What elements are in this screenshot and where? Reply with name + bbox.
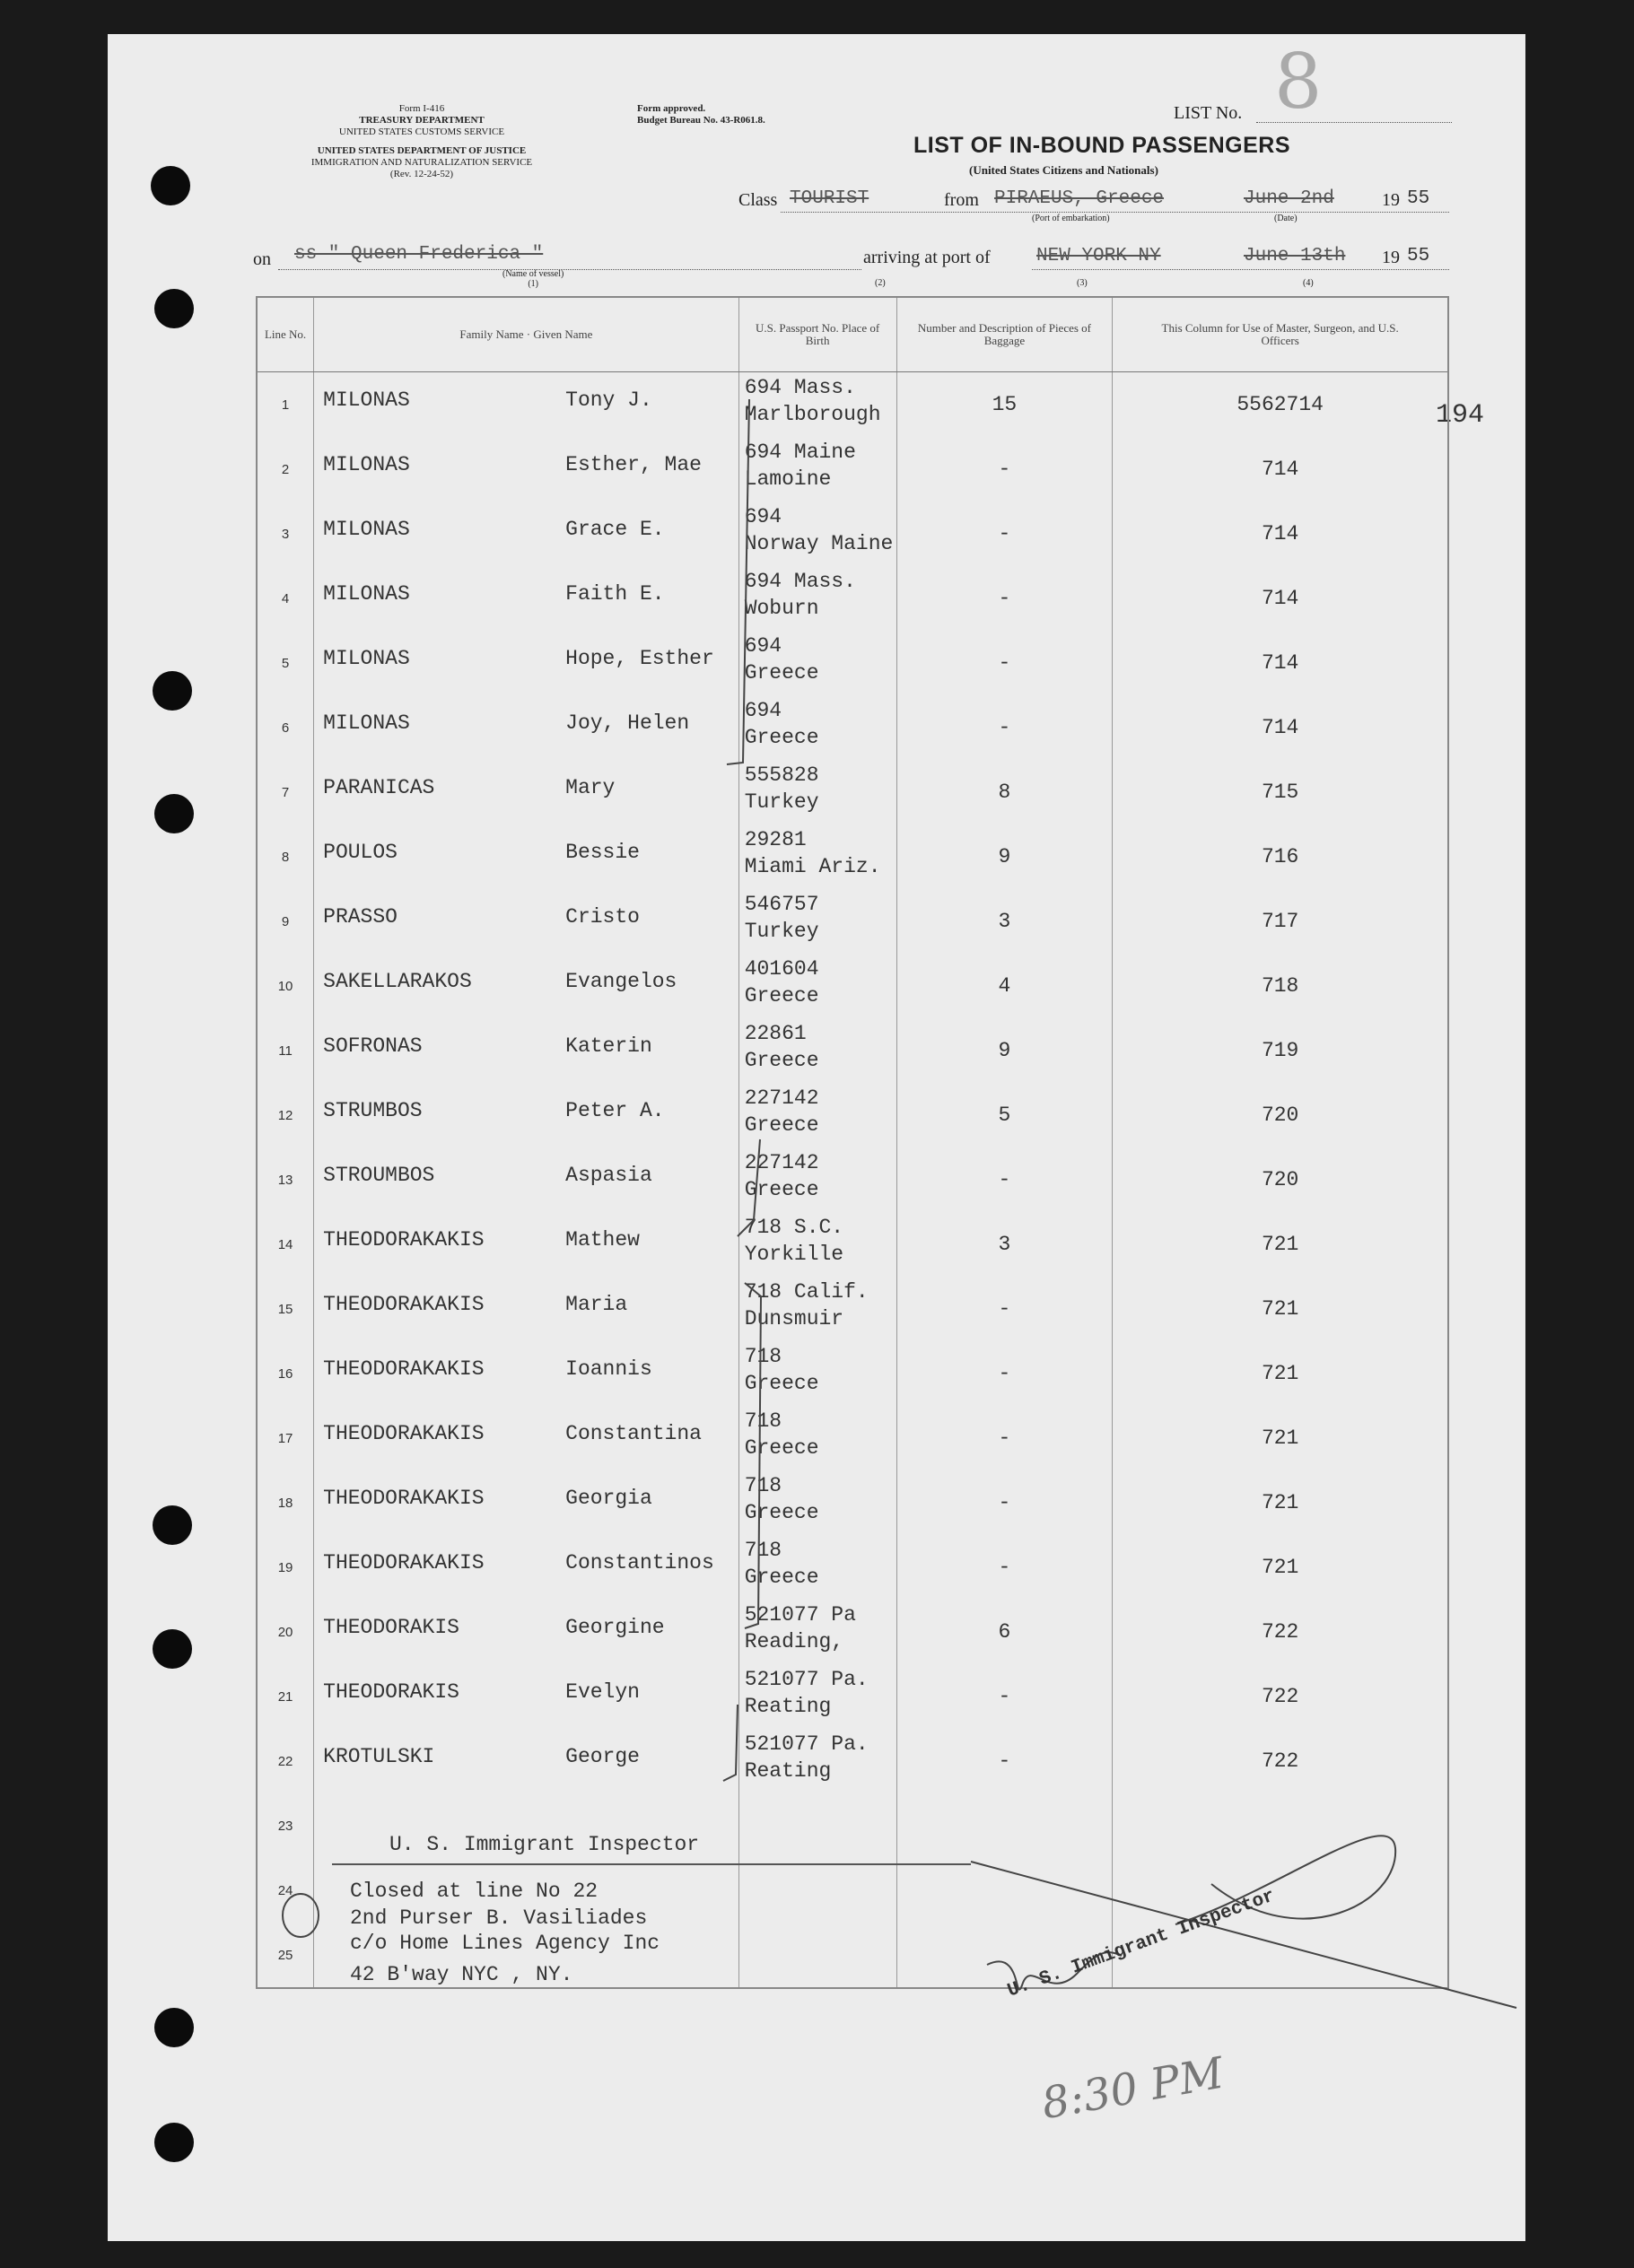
baggage-count: - [896, 566, 1113, 631]
vessel-caption: (Name of vessel) (1) [502, 269, 564, 289]
line-number: 22 [257, 1729, 314, 1793]
line-number: 25 [257, 1923, 314, 1988]
passport-number: 694 Maine [744, 441, 856, 464]
line-number: 9 [257, 889, 314, 954]
baggage-count: 3 [896, 1212, 1113, 1277]
baggage-count: - [896, 631, 1113, 695]
officer-number: 716 [1113, 824, 1448, 889]
closed-at-line: Closed at line No 22 [350, 1880, 599, 1903]
baggage-count: 9 [896, 824, 1113, 889]
given-name: Esther, Mae [565, 453, 702, 476]
given-name: Tony J. [565, 388, 652, 412]
class-value: TOURIST [790, 188, 869, 209]
officer-number: 720 [1113, 1147, 1448, 1212]
given-name: Bessie [565, 841, 640, 864]
place-of-birth: Marlborough [744, 403, 881, 426]
place-of-birth: Yorkille [744, 1243, 844, 1266]
baggage-count: 15 [896, 372, 1113, 438]
col-baggage: Number and Description of Pieces of Baggage [896, 297, 1113, 372]
line-number: 21 [257, 1664, 314, 1729]
line-number: 16 [257, 1341, 314, 1406]
year-prefix: 19 [1382, 190, 1400, 210]
officer-number: 719 [1113, 1018, 1448, 1083]
bracket-theodorakis [723, 1705, 738, 1781]
given-name: Mathew [565, 1228, 640, 1252]
embarkation-port: PIRAEUS, Greece [994, 188, 1165, 209]
arrival-year-prefix: 19 [1382, 248, 1400, 267]
officer-number: 721 [1113, 1277, 1448, 1341]
family-name: THEODORAKAKIS [323, 1228, 485, 1252]
place-of-birth: Greece [744, 1501, 819, 1524]
officer-number: 717 [1113, 889, 1448, 954]
baggage-count: - [896, 1147, 1113, 1212]
family-name: MILONAS [323, 711, 410, 735]
family-name: POULOS [323, 841, 398, 864]
place-of-birth: Greece [744, 1436, 819, 1460]
family-name: SOFRONAS [323, 1034, 423, 1058]
line-number: 12 [257, 1083, 314, 1147]
cap-3: (3) [1077, 278, 1088, 288]
line-number: 8 [257, 824, 314, 889]
col-line: Line No. [257, 297, 314, 372]
form-approval: Form approved. Budget Bureau No. 43-R061.8. [637, 103, 765, 126]
baggage-count: 6 [896, 1600, 1113, 1664]
line-number: 17 [257, 1406, 314, 1470]
family-name: PRASSO [323, 905, 398, 929]
passport-number: 521077 Pa [744, 1603, 856, 1627]
baggage-count: 5 [896, 1083, 1113, 1147]
passport-number: 694 [744, 699, 782, 722]
family-name: THEODORAKIS [323, 1680, 459, 1704]
place-of-birth: Greece [744, 1178, 819, 1201]
passport-number: 694 Mass. [744, 376, 856, 399]
baggage-count: - [896, 437, 1113, 502]
given-name: Faith E. [565, 582, 665, 606]
passport-number: 22861 [744, 1022, 807, 1045]
passport-number: 227142 [744, 1151, 819, 1174]
line-number: 13 [257, 1147, 314, 1212]
family-name: STRUMBOS [323, 1099, 423, 1122]
place-of-birth: Greece [744, 1049, 819, 1072]
purser-name: 2nd Purser B. Vasiliades [350, 1906, 648, 1930]
place-of-birth: Greece [744, 984, 819, 1008]
arriving-label: arriving at port of [863, 248, 991, 267]
given-name: Aspasia [565, 1164, 652, 1187]
family-name: MILONAS [323, 388, 410, 412]
officer-number: 721 [1113, 1470, 1448, 1535]
place-of-birth: Lamoine [744, 467, 832, 491]
line-number: 14 [257, 1212, 314, 1277]
family-name: KROTULSKI [323, 1745, 435, 1768]
baggage-count: 8 [896, 760, 1113, 824]
baggage-count: - [896, 502, 1113, 566]
agency-address: 42 B'way NYC , NY. [350, 1963, 573, 1986]
place-of-birth: Greece [744, 1113, 819, 1137]
officer-number: 714 [1113, 566, 1448, 631]
passport-number: 694 [744, 634, 782, 658]
officer-number: 721 [1113, 1212, 1448, 1277]
place-of-birth: Greece [744, 726, 819, 749]
circle-23 [283, 1894, 319, 1937]
baggage-count: - [896, 1277, 1113, 1341]
baggage-count: 3 [896, 889, 1113, 954]
given-name: Georgia [565, 1487, 652, 1510]
line-number: 15 [257, 1277, 314, 1341]
given-name: Cristo [565, 905, 640, 929]
passport-number: 401604 [744, 957, 819, 981]
given-name: Mary [565, 776, 616, 799]
line-number: 3 [257, 502, 314, 566]
officer-number: 714 [1113, 695, 1448, 760]
family-name: STROUMBOS [323, 1164, 435, 1187]
place-of-birth: Greece [744, 1372, 819, 1395]
family-name: MILONAS [323, 647, 410, 670]
bracket-strumbos [738, 1139, 760, 1236]
passport-number: 718 [744, 1345, 782, 1368]
given-name: Peter A. [565, 1099, 665, 1122]
place-of-birth: Woburn [744, 597, 819, 620]
line-number: 11 [257, 1018, 314, 1083]
officer-number: 718 [1113, 954, 1448, 1018]
officer-number: 721 [1113, 1406, 1448, 1470]
passport-number: 718 Calif. [744, 1280, 869, 1304]
given-name: Constantinos [565, 1551, 714, 1575]
family-name: MILONAS [323, 582, 410, 606]
line-number: 6 [257, 695, 314, 760]
officer-number: 720 [1113, 1083, 1448, 1147]
side-number: 194 [1436, 400, 1485, 431]
officer-number: 721 [1113, 1341, 1448, 1406]
family-name: THEODORAKAKIS [323, 1487, 485, 1510]
agency-name: c/o Home Lines Agency Inc [350, 1932, 660, 1955]
list-number-label: LIST No. [1174, 103, 1243, 123]
time-note: 8:30 PM [1037, 2047, 1228, 2130]
given-name: Evelyn [565, 1680, 640, 1704]
cap-4: (4) [1303, 278, 1314, 288]
place-of-birth: Reating [744, 1759, 832, 1783]
family-name: THEODORAKIS [323, 1616, 459, 1639]
given-name: Grace E. [565, 518, 665, 541]
given-name: Constantina [565, 1422, 702, 1445]
baggage-count: - [896, 1535, 1113, 1600]
passport-number: 718 S.C. [744, 1216, 844, 1239]
line-number: 23 [257, 1793, 314, 1858]
officer-number: 722 [1113, 1664, 1448, 1729]
baggage-count: 9 [896, 1018, 1113, 1083]
passport-number: 29281 [744, 828, 807, 851]
family-name: THEODORAKAKIS [323, 1551, 485, 1575]
embarkation-date: June 2nd [1244, 188, 1334, 209]
family-name: THEODORAKAKIS [323, 1293, 485, 1316]
col-name: Family Name · Given Name [314, 297, 739, 372]
passport-number: 546757 [744, 893, 819, 916]
passport-number: 555828 [744, 763, 819, 787]
place-of-birth: Greece [744, 661, 819, 685]
passport-number: 718 [744, 1474, 782, 1497]
baggage-count: 4 [896, 954, 1113, 1018]
place-of-birth: Greece [744, 1566, 819, 1589]
given-name: Ioannis [565, 1357, 652, 1381]
given-name: George [565, 1745, 640, 1768]
port-caption: (Port of embarkation) [1032, 214, 1110, 223]
line-number: 20 [257, 1600, 314, 1664]
line-number: 10 [257, 954, 314, 1018]
officer-number: 722 [1113, 1600, 1448, 1664]
list-number-value: 8 [1274, 38, 1323, 126]
passport-number: 521077 Pa. [744, 1668, 869, 1691]
passport-number: 521077 Pa. [744, 1732, 869, 1756]
arrival-port: NEW YORK NY [1036, 246, 1161, 266]
arrival-year-value: 55 [1407, 246, 1430, 266]
passport-number: 694 [744, 505, 782, 528]
baggage-count: - [896, 1341, 1113, 1406]
place-of-birth: Dunsmuir [744, 1307, 844, 1330]
col-officers: This Column for Use of Master, Surgeon, and U.S. Officers [1113, 297, 1448, 372]
line-number: 4 [257, 566, 314, 631]
line-number: 1 [257, 372, 314, 438]
page-subtitle: (United States Citizens and Nationals) [969, 163, 1158, 177]
line-number: 18 [257, 1470, 314, 1535]
line-number: 5 [257, 631, 314, 695]
baggage-count: - [896, 695, 1113, 760]
baggage-count: - [896, 1470, 1113, 1535]
officer-number: 5562714 [1113, 372, 1448, 438]
line-number: 24 [257, 1858, 314, 1923]
given-name: Joy, Helen [565, 711, 690, 735]
form-identifier: Form I-416 TREASURY DEPARTMENT UNITED STATES CUSTOMS SERVICE UNITED STATES DEPARTMENT OF JUSTICE IMMIGRATION AND NATURALIZATION SERVICE (Rev. 12-24-52) [310, 103, 533, 179]
baggage-count: - [896, 1406, 1113, 1470]
passport-number: 227142 [744, 1086, 819, 1110]
place-of-birth: Reading, [744, 1630, 844, 1653]
family-name: MILONAS [323, 518, 410, 541]
class-label: Class [738, 190, 778, 210]
passport-number: 718 [744, 1539, 782, 1562]
arrival-date: June 13th [1244, 246, 1346, 266]
date-caption: (Date) [1274, 214, 1298, 223]
inspector-stamp: U. S. Immigrant Inspector [1005, 1886, 1278, 2002]
line-number: 7 [257, 760, 314, 824]
given-name: Katerin [565, 1034, 652, 1058]
given-name: Evangelos [565, 970, 677, 993]
given-name: Maria [565, 1293, 628, 1316]
passport-number: 718 [744, 1409, 782, 1433]
family-name: MILONAS [323, 453, 410, 476]
family-name: PARANICAS [323, 776, 435, 799]
line-number: 2 [257, 437, 314, 502]
family-name: SAKELLARAKOS [323, 970, 472, 993]
on-label: on [253, 249, 271, 269]
cap-2: (2) [875, 278, 886, 288]
officer-number: 722 [1113, 1729, 1448, 1793]
vessel-name: ss " Queen Frederica " [294, 244, 544, 265]
place-of-birth: Turkey [744, 920, 819, 943]
officer-number: 715 [1113, 760, 1448, 824]
place-of-birth: Norway Maine [744, 532, 894, 555]
place-of-birth: Reating [744, 1695, 832, 1718]
place-of-birth: Miami Ariz. [744, 855, 881, 878]
passport-number: 694 Mass. [744, 570, 856, 593]
officer-number: 714 [1113, 631, 1448, 695]
inspector-typed: U. S. Immigrant Inspector [389, 1833, 700, 1856]
page-title: LIST OF IN-BOUND PASSENGERS [913, 133, 1291, 158]
family-name: THEODORAKAKIS [323, 1357, 485, 1381]
baggage-count: - [896, 1664, 1113, 1729]
year-value: 55 [1407, 188, 1430, 209]
bracket-milonas [727, 399, 749, 764]
officer-number: 721 [1113, 1535, 1448, 1600]
baggage-count: - [896, 1729, 1113, 1793]
place-of-birth: Turkey [744, 790, 819, 814]
col-passport: U.S. Passport No. Place of Birth [738, 297, 896, 372]
from-label: from [944, 190, 979, 210]
given-name: Georgine [565, 1616, 665, 1639]
officer-number: 714 [1113, 502, 1448, 566]
bracket-theodorakakis [745, 1283, 761, 1628]
line-number: 19 [257, 1535, 314, 1600]
family-name: THEODORAKAKIS [323, 1422, 485, 1445]
given-name: Hope, Esther [565, 647, 714, 670]
officer-number: 714 [1113, 437, 1448, 502]
